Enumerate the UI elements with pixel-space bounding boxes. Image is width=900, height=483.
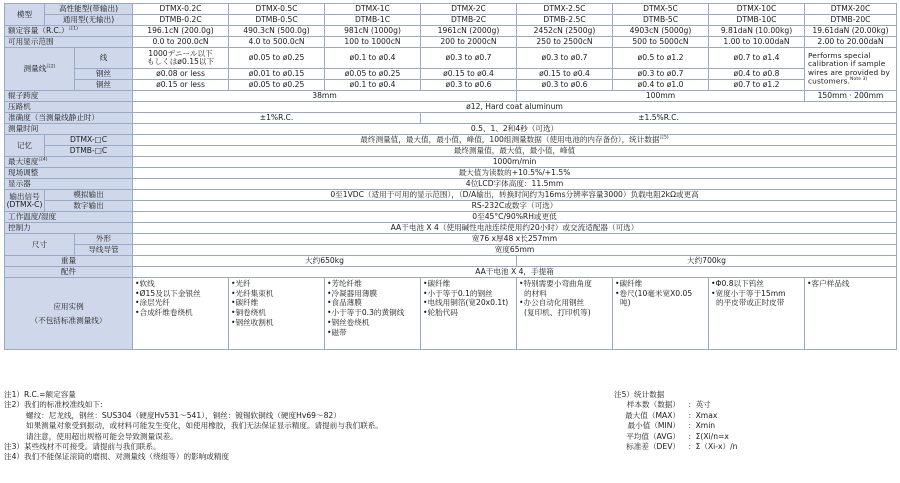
apps-col-1: •光纤 •光纤集束机 •碳纤维 •铜卷绕机 •钢丝收割机: [229, 278, 325, 350]
pressure-roll-label: 压路机: [5, 102, 133, 113]
range-6: 1.00 to 10.00daN: [709, 37, 805, 48]
copper-6: ø0.7 to ø1.2: [709, 80, 805, 91]
roller-1: 100mm: [517, 91, 805, 102]
row-model-dtmb: [5, 15, 897, 26]
apps-label: 应用实例 （不包括标准测量线）: [5, 278, 133, 350]
copper-2: ø0.1 to ø0.4: [325, 80, 421, 91]
memory-dtmx: 最终测量值，最大值，最小值，峰值，100组测量数据（使用电池的内存备份），统计数据$^{注5)}$: [133, 135, 897, 146]
row-analog: [5, 190, 897, 201]
row-power: [5, 223, 897, 234]
row-memory-dtmx: [5, 135, 897, 146]
row-display: [5, 179, 897, 190]
row-accuracy: [5, 113, 897, 124]
row-pressure-roll: [5, 102, 897, 113]
field-adj-label: 现场调整: [5, 168, 133, 179]
apps-col-5: •碳纤维 •卷尺(10毫米宽X0.05 吨): [613, 278, 709, 350]
row-digital: [5, 201, 897, 212]
range-2: 100 to 1000cN: [325, 37, 421, 48]
output-label: 输出信号 (DTMX-C): [5, 190, 45, 212]
model-dtmx-3: DTMX-2C: [421, 4, 517, 15]
roller-label: 辊子跨度: [5, 91, 133, 102]
size-label: 尺寸: [5, 234, 75, 256]
row-roller: [5, 91, 897, 102]
notes-left: [4, 390, 604, 463]
model-dtmx-5: DTMX-5C: [613, 4, 709, 15]
steel-1: ø0.01 to ø0.15: [229, 69, 325, 80]
accuracy-0: ±1%R.C.: [133, 113, 421, 124]
accessories-label: 配件: [5, 267, 133, 278]
apps-col-2: •芳纶纤维 •冷凝器用薄膜 •食品薄膜 •小于等于0.3的黄铜线 •钢丝卷绕机 •磁带: [325, 278, 421, 350]
row-apps: [5, 278, 897, 350]
model-dtmb-7: DTMB-20C: [805, 15, 897, 26]
memory-dtmb: 最终测量值，最大值，最小值，峰值: [133, 146, 897, 157]
rated-4: 2452cN (2500g): [517, 26, 613, 37]
env: 0至45°C/90%RH或更低: [133, 212, 897, 223]
row-max-speed: [5, 157, 897, 168]
notes-right: [614, 390, 884, 452]
guide-label: 导线导管: [75, 245, 133, 256]
range-4: 250 to 2500cN: [517, 37, 613, 48]
model-dtmb-5: DTMB-5C: [613, 15, 709, 26]
range-label: 可用显示范围: [5, 37, 133, 48]
note-3: 注3）某些线材不可接受。请提前与我们联系。: [4, 442, 161, 452]
stat-row: 平均值（AVG） ：Σ(Xi/n=x: [626, 431, 729, 441]
note-2a: 螺纹：尼龙线，钢丝：SUS304（硬度Hv531～541），铜丝：镀锡软铜线（硬度Hv69～82）: [26, 410, 341, 420]
model-dtmb-1: DTMB-0.5C: [229, 15, 325, 26]
range-7: 2.00 to 20.00daN: [805, 37, 897, 48]
model-dtmb-0: DTMB-0.2C: [133, 15, 229, 26]
model-dtmb-6: DTMB-10C: [709, 15, 805, 26]
range-5: 500 to 5000cN: [613, 37, 709, 48]
rated-2: 981cN (1000g): [325, 26, 421, 37]
thread-6: ø0.7 to ø1.4: [709, 48, 805, 69]
row-weight: [5, 256, 897, 267]
copper-4: ø0.3 to ø0.6: [517, 80, 613, 91]
digital: RS-232C或数字（可选）: [133, 201, 897, 212]
note-2c: 请注意，使用超出规格可能会导致测量误差。: [26, 431, 178, 441]
guide: 宽度65mm: [133, 245, 897, 256]
thread-label: 线: [75, 48, 133, 69]
model-dtmx-2: DTMX-1C: [325, 4, 421, 15]
high-perf-label: 高性能型(带输出): [45, 4, 133, 15]
row-guide: [5, 245, 897, 256]
thread-3: ø0.3 to ø0.7: [421, 48, 517, 69]
env-label: 工作温度/湿度: [5, 212, 133, 223]
apps-col-7: •客户样品线: [805, 278, 897, 350]
stat-row: 样本数（数据） ：英寸: [626, 400, 711, 410]
note-2: 注2）我们的标准校准线如下:: [4, 400, 103, 410]
accessories: AA干电池 X 4，手提箱: [133, 267, 897, 278]
max-speed: 1000m/min: [133, 157, 897, 168]
customer-calibration-note: Performs special calibration if sample wires are provided by customers.$^{Note 3)}$: [805, 48, 897, 91]
apps-col-3: •碳纤维 •小于等于0.1的钢丝 •电线用铜箔(宽20x0.1t) •轮胎代码: [421, 278, 517, 350]
display-spec: 4位LCD字体高度：11.5mm: [133, 179, 897, 190]
roller-2: 150mm · 200mm: [805, 91, 897, 102]
roller-0: 38mm: [133, 91, 517, 102]
memory-dtmx-label: DTMX-□C: [45, 135, 133, 146]
wire-label: 测量线$^{注2)}$: [5, 48, 75, 91]
model-dtmb-2: DTMB-1C: [325, 15, 421, 26]
stat-row: 最大值（MAX） ：Xmax: [625, 410, 718, 420]
range-0: 0.0 to 200.0cN: [133, 37, 229, 48]
stat-row: 标准差（DEV） ：Σ（Xi-x）/n: [626, 442, 738, 452]
analog: 0至1VDC（适用于可用的显示范围），（D/A输出，转换时间约为16ms分辨率容量3000）负载电阻2kΩ或更高: [133, 190, 897, 201]
model-label: 模型: [5, 4, 45, 26]
field-adj: 最大值为读数的+10.5%/+1.5%: [133, 168, 897, 179]
steel-2: ø0.05 to ø0.25: [325, 69, 421, 80]
weight-label: 重量: [5, 256, 133, 267]
model-dtmx-0: DTMX-0.2C: [133, 4, 229, 15]
rated-6: 9.81daN (10.00kg): [709, 26, 805, 37]
row-field-adj: [5, 168, 897, 179]
power: AA干电池 X 4（使用碱性电池连续使用约20小时）或交流适配器（可选）: [133, 223, 897, 234]
spec-table: [4, 3, 897, 350]
model-dtmx-1: DTMX-0.5C: [229, 4, 325, 15]
note-4: 注4）我们不能保证滚筒的磨损、对测量线（绕组等）的影响或精度: [4, 452, 230, 462]
pressure-roll: ø12, Hard coat aluminum: [133, 102, 897, 113]
meas-time-label: 测量时间: [5, 124, 133, 135]
row-thread: [5, 48, 897, 69]
power-label: 控制力: [5, 223, 133, 234]
steel-0: ø0.08 or less: [133, 69, 229, 80]
weight-0: 大约650kg: [133, 256, 517, 267]
copper-3: ø0.3 to ø0.6: [421, 80, 517, 91]
note-5: 注5）统计数据: [614, 390, 665, 399]
model-dtmx-4: DTMX-2.5C: [517, 4, 613, 15]
row-outline: [5, 234, 897, 245]
steel-5: ø0.3 to ø0.7: [613, 69, 709, 80]
model-dtmx-7: DTMX-20C: [805, 4, 897, 15]
meas-time: 0.5、1、2和4秒（可选）: [133, 124, 897, 135]
thread-4: ø0.3 to ø0.7: [517, 48, 613, 69]
rated-0: 196.1cN (200.0g): [133, 26, 229, 37]
range-3: 200 to 2000cN: [421, 37, 517, 48]
accuracy-label: 准确度（当测量线静止时）: [5, 113, 133, 124]
weight-1: 大约700kg: [517, 256, 897, 267]
max-speed-label: 最大速度$^{注4)}$: [5, 157, 133, 168]
row-copper: [5, 80, 897, 91]
row-env: [5, 212, 897, 223]
row-memory-dtmb: [5, 146, 897, 157]
row-meas-time: [5, 124, 897, 135]
note-2b: 如果测量对象受到振动，或材料可能发生变化，如使用橡胶，我们无法保证显示精度。请提前与我们联系。: [26, 421, 383, 431]
note-1: 注1）R.C.=额定容量: [4, 390, 76, 399]
memory-dtmb-label: DTMB-□C: [45, 146, 133, 157]
apps-col-4: •特别需要小弯曲角度 的材料 •办公自动化用钢丝 (复印机、打印机等): [517, 278, 613, 350]
memory-label: 记忆: [5, 135, 45, 157]
accuracy-1: ±1.5%R.C.: [421, 113, 897, 124]
range-1: 4.0 to 500.0cN: [229, 37, 325, 48]
rated-5: 4903cN (5000g): [613, 26, 709, 37]
apps-col-0: •软线 •Ø15及以下金银丝 •涂层光纤 •合成纤维卷绕机: [133, 278, 229, 350]
row-model-dtmx: [5, 4, 897, 15]
thread-first: 1000デニール以下 もしくはø0.15以下: [133, 48, 229, 69]
steel-label: 钢丝: [75, 69, 133, 80]
row-accessories: [5, 267, 897, 278]
model-dtmb-4: DTMB-2.5C: [517, 15, 613, 26]
steel-3: ø0.15 to ø0.4: [421, 69, 517, 80]
thread-5: ø0.5 to ø1.2: [613, 48, 709, 69]
thread-1: ø0.05 to ø0.25: [229, 48, 325, 69]
model-dtmb-3: DTMB-2C: [421, 15, 517, 26]
copper-label: 铜丝: [75, 80, 133, 91]
row-range: [5, 37, 897, 48]
analog-label: 模拟输出: [45, 190, 133, 201]
copper-1: ø0.05 to ø0.25: [229, 80, 325, 91]
rated-3: 1961cN (2000g): [421, 26, 517, 37]
stat-row: 最小值（MIN） ：Xmin: [627, 421, 716, 431]
model-dtmx-6: DTMX-10C: [709, 4, 805, 15]
row-rated: [5, 26, 897, 37]
apps-col-6: •Φ0.8以下钨丝 •宽度小于等于15mm 的平皮带或正时皮带: [709, 278, 805, 350]
rated-1: 490.3cN (500.0g): [229, 26, 325, 37]
display-label: 显示器: [5, 179, 133, 190]
digital-label: 数字输出: [45, 201, 133, 212]
copper-5: ø0.4 to ø1.0: [613, 80, 709, 91]
thread-2: ø0.1 to ø0.4: [325, 48, 421, 69]
outline: 宽76 x厚48 x长257mm: [133, 234, 897, 245]
outline-label: 外形: [75, 234, 133, 245]
steel-6: ø0.4 to ø0.8: [709, 69, 805, 80]
row-steel: [5, 69, 897, 80]
rated-label: 额定容量$(R.C.)^{注1)}$: [5, 26, 133, 37]
copper-0: ø0.15 or less: [133, 80, 229, 91]
general-label: 通用型(无输出): [45, 15, 133, 26]
rated-7: 19.61daN (20.00kg): [805, 26, 897, 37]
steel-4: ø0.15 to ø0.4: [517, 69, 613, 80]
